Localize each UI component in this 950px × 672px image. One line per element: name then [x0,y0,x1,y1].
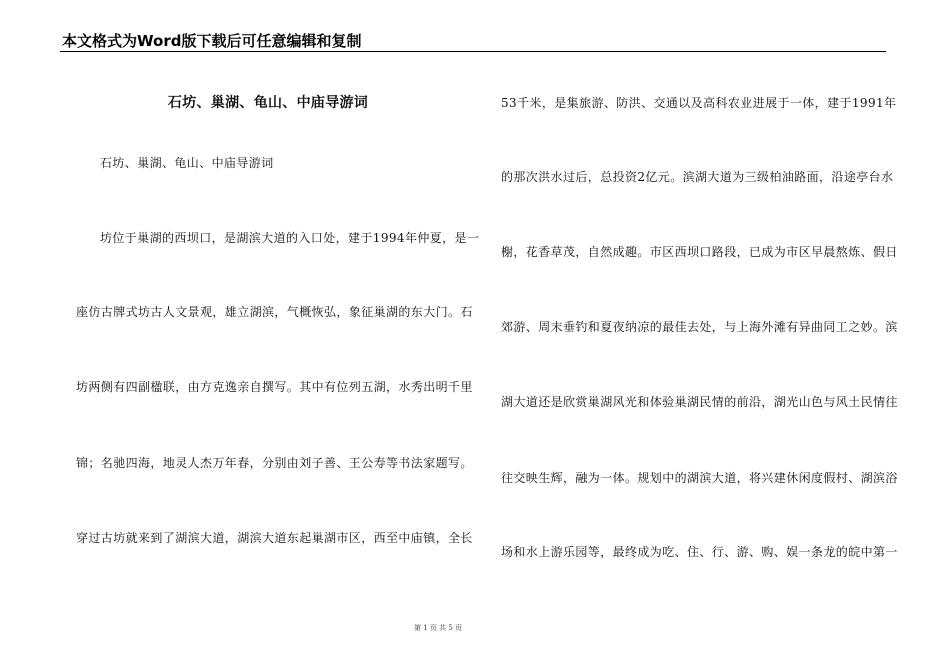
left-column-line: 锦；名驰四海，地灵人杰万年春，分别由刘子善、王公寿等书法家题写。 [76,456,473,470]
document-subtitle: 石坊、巢湖、龟山、中庙导游词 [100,156,274,170]
left-column-line: 坊位于巢湖的西坝口，是湖滨大道的入口处，建于1994年仲夏，是一 [100,231,480,245]
header-note: 本文格式为Word版下载后可任意编辑和复制 [62,32,362,50]
left-column-line: 坊两侧有四副楹联，由方克逸亲自撰写。其中有位列五湖，水秀出明千里 [76,380,473,394]
right-column-line: 往交映生辉，融为一体。规划中的湖滨大道，将兴建休闲度假村、湖滨浴 [501,471,898,485]
page-number: 第 1 页 共 5 页 [413,624,463,632]
header-divider [60,51,886,52]
document-title: 石坊、巢湖、龟山、中庙导游词 [167,95,369,111]
right-column-line: 榭，花香草茂，自然成趣。市区西坝口路段，已成为市区早晨熬炼、假日 [501,245,898,259]
right-column-line: 53千米，是集旅游、防洪、交通以及高科农业进展于一体，建于1991年 [501,96,897,110]
right-column-line: 湖大道还是欣赏巢湖风光和体验巢湖民情的前沿，湖光山色与风土民情往 [501,395,898,409]
right-column-line: 场和水上游乐园等，最终成为吃、住、行、游、购、娱一条龙的皖中第一 [501,545,898,559]
right-column-line: 郊游、周末垂钓和夏夜纳凉的最佳去处，与上海外滩有异曲同工之妙。滨 [501,320,898,334]
left-column-line: 穿过古坊就来到了湖滨大道，湖滨大道东起巢湖市区，西至中庙镇，全长 [76,531,473,545]
left-column-line: 座仿古牌式坊古人文景观，雄立湖滨，气概恢弘，象征巢湖的东大门。石 [76,305,473,319]
right-column-line: 的那次洪水过后，总投资2亿元。滨湖大道为三级柏油路面，沿途亭台水 [501,170,894,184]
